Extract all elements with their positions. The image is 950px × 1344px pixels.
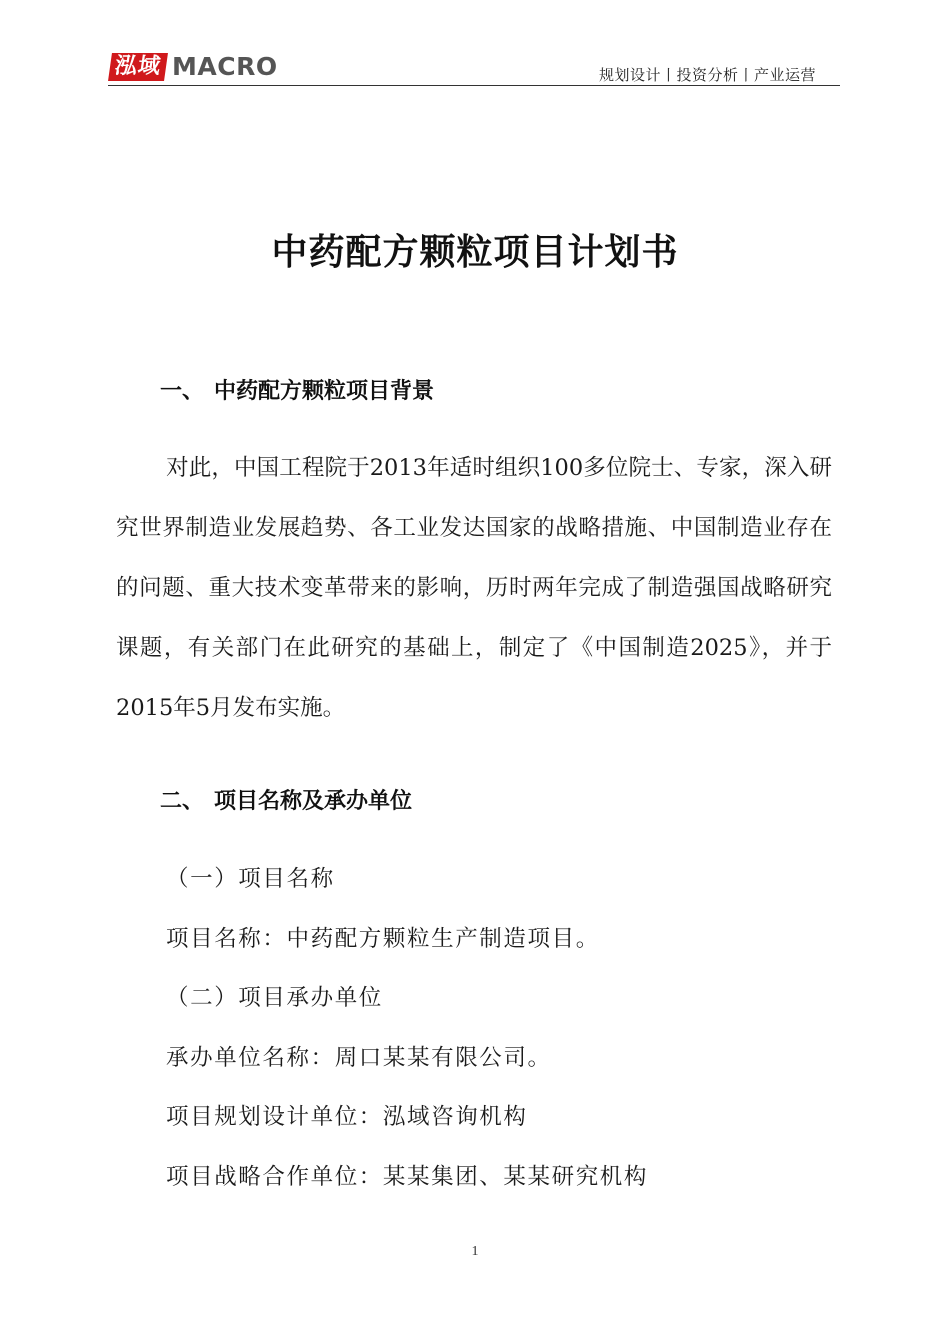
logo-mark: 泓域 [108,53,168,81]
page-number: 1 [471,1244,479,1259]
partner-unit-line: 项目战略合作单位：某某集团、某某研究机构 [166,1164,649,1190]
header-divider [108,85,840,86]
logo-wordmark: MACRO [172,52,278,81]
paragraph-text: 对此，中国工程院于2013年适时组织100多位院士、专家，深入研究世界制造业发展趋势、各工业发达国家的战略措施、中国制造业存在的问题、重大技术变革带来的影响，历时两年完成了制造强国战略研究课题，有关部门在此研究的基础上，制定了《中国制造2025》，并于2015年5月发布实施。 [116,455,832,721]
organizer-line: 承办单位名称：周口某某有限公司。 [166,1045,552,1071]
page-header [108,46,840,86]
planning-unit-line: 项目规划设计单位：泓域咨询机构 [166,1104,528,1130]
subheading-project-name: （一）项目名称 [166,866,335,892]
header-tagline: 规划设计丨投资分析丨产业运营 [598,66,816,84]
section-title: 项目名称及承办单位 [214,789,413,814]
section-title: 中药配方颗粒项目背景 [214,379,435,404]
background-paragraph [116,438,832,738]
section-number: 二、 [160,789,205,814]
subheading-organizer: （二）项目承办单位 [166,985,383,1011]
company-logo [110,52,278,82]
section-number: 一、 [160,379,205,404]
project-name-line: 项目名称：中药配方颗粒生产制造项目。 [166,926,600,952]
section-heading-background [160,374,434,405]
section-heading-project-name [160,784,412,815]
document-title: 中药配方颗粒项目计划书 [271,232,679,273]
